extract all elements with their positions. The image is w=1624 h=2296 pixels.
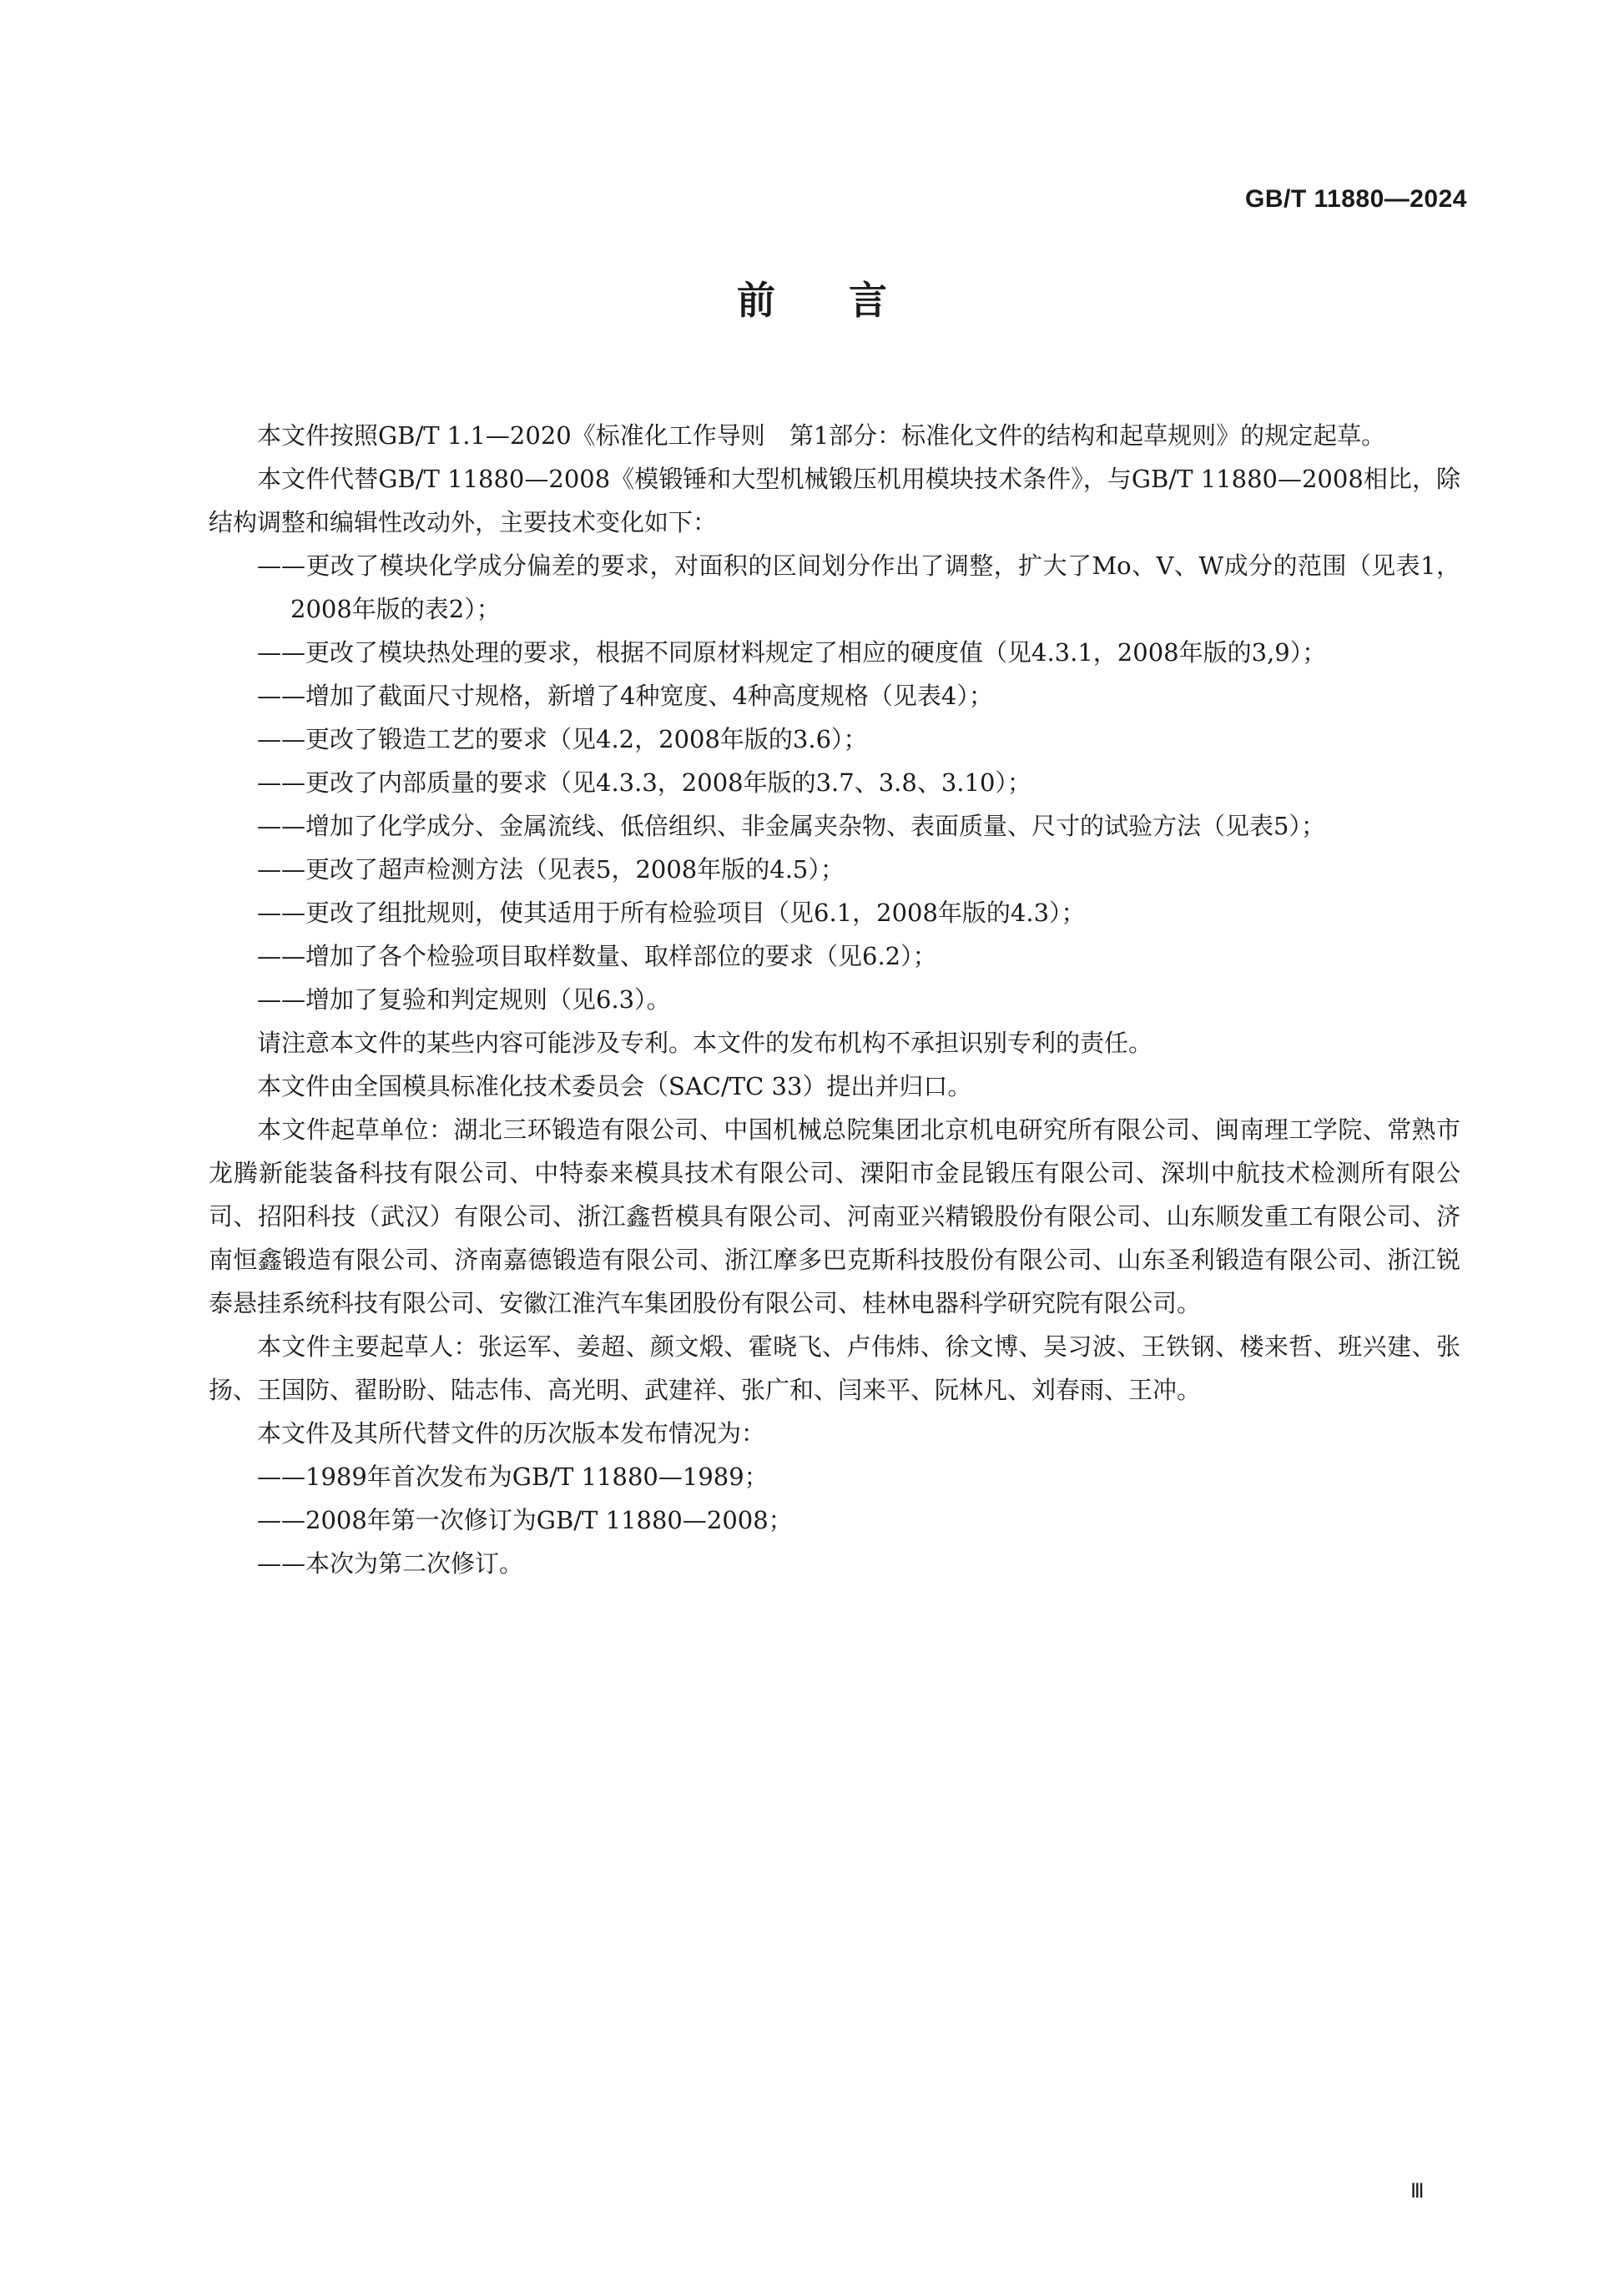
paragraph-drafting-units: 本文件起草单位：湖北三环锻造有限公司、中国机械总院集团北京机电研究所有限公司、闽南理工学院、常熟市龙腾新能装备科技有限公司、中特泰来模具技术有限公司、溧阳市金昆锻压有限公司、深圳中航技术检测所有限公司、招阳科技（武汉）有限公司、浙江鑫哲模具有限公司、河南亚兴精锻股份有限公司、山东顺发重工有限公司、济南恒鑫锻造有限公司、济南嘉德锻造有限公司、浙江摩多巴克斯科技股份有限公司、山东圣利锻造有限公司、浙江锐泰悬挂系统科技有限公司、安徽江淮汽车集团股份有限公司、桂林电器科学研究院有限公司。: [209, 1115, 1460, 1317]
history-item: ——1989年首次发布为GB/T 11880—1989；: [257, 1463, 769, 1491]
change-item: ——更改了内部质量的要求（见4.3.3，2008年版的3.7、3.8、3.10）；: [257, 768, 1031, 797]
paragraph-drafting-rules: 本文件按照GB/T 1.1—2020《标准化工作导则 第1部分：标准化文件的结构和起草规则》的规定起草。: [257, 421, 1386, 450]
change-item: ——增加了化学成分、金属流线、低倍组织、非金属夹杂物、表面质量、尺寸的试验方法（见表5）；: [257, 812, 1325, 840]
change-item: ——更改了模块热处理的要求，根据不同原材料规定了相应的硬度值（见4.3.1，2008年版的3,9）；: [257, 638, 1327, 667]
change-item: ——增加了各个检验项目取样数量、取样部位的要求（见6.2）；: [257, 942, 937, 970]
change-item: ——更改了组批规则，使其适用于所有检验项目（见6.1，2008年版的4.3）；: [257, 899, 1086, 927]
change-item: ——增加了复验和判定规则（见6.3）。: [257, 985, 671, 1014]
change-item: ——更改了模块化学成分偏差的要求，对面积的区间划分作出了调整，扩大了Mo、V、W成分的范围（见表1，2008年版的表2）；: [257, 551, 1460, 623]
document-body: [209, 414, 1460, 1585]
paragraph-committee: 本文件由全国模具标准化技术委员会（SAC/TC 33）提出并归口。: [257, 1072, 972, 1100]
history-item: ——本次为第二次修订。: [257, 1549, 524, 1578]
change-item: ——增加了截面尺寸规格，新增了4种宽度、4种高度规格（见表4）；: [257, 682, 993, 710]
page-number: Ⅲ: [1410, 2179, 1423, 2203]
change-item: ——更改了锻造工艺的要求（见4.2，2008年版的3.6）；: [257, 725, 868, 753]
paragraph-patent-notice: 请注意本文件的某些内容可能涉及专利。本文件的发布机构不承担识别专利的责任。: [257, 1029, 1153, 1057]
paragraph-replacement: 本文件代替GB/T 11880—2008《模锻锤和大型机械锻压机用模块技术条件》，与GB/T 11880—2008相比，除结构调整和编辑性改动外，主要技术变化如下：: [209, 465, 1460, 536]
paragraph-drafters: 本文件主要起草人：张运军、姜超、颜文煅、霍晓飞、卢伟炜、徐文博、吴习波、王铁钢、楼来哲、班兴建、张扬、王国防、翟盼盼、陆志伟、高光明、武建祥、张广和、闫来平、阮林凡、刘春雨、王冲。: [209, 1332, 1460, 1404]
page-title: 前言: [737, 278, 961, 323]
history-item: ——2008年第一次修订为GB/T 11880—2008；: [257, 1506, 793, 1534]
standard-code: GB/T 11880—2024: [1244, 185, 1467, 213]
change-item: ——更改了超声检测方法（见表5，2008年版的4.5）；: [257, 855, 845, 884]
paragraph-version-history: 本文件及其所代替文件的历次版本发布情况为：: [257, 1419, 766, 1448]
